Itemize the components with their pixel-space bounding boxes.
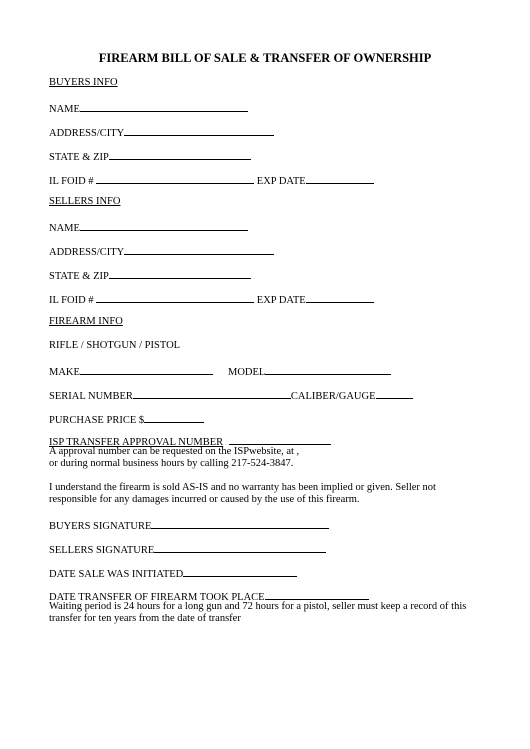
isp-line-2: or during normal business hours by calling 217-524-3847. (49, 458, 294, 469)
date-transfer-field[interactable] (265, 589, 369, 600)
make-label: MAKE (49, 367, 80, 378)
buyer-state-zip-field[interactable] (109, 149, 251, 160)
seller-state-zip-row (49, 268, 251, 283)
buyer-exp-label: EXP DATE (256, 176, 306, 187)
isp-instructions (49, 446, 474, 470)
seller-exp-field[interactable] (306, 292, 374, 303)
buyer-foid-label: IL FOID # (49, 176, 94, 187)
buyer-name-row (49, 101, 248, 116)
price-label: PURCHASE PRICE $ (49, 415, 145, 426)
model-field[interactable] (265, 364, 391, 375)
seller-foid-row (49, 292, 374, 307)
seller-address-label: ADDRESS/CITY (49, 247, 125, 258)
date-transfer-label: DATE TRANSFER OF FIREARM TOOK PLACE (49, 592, 265, 603)
seller-signature-label: SELLERS SIGNATURE (49, 545, 155, 556)
seller-state-zip-label: STATE & ZIP (49, 271, 109, 282)
isp-line-1: A approval number can be requested on the ISPwebsite, at , (49, 446, 300, 457)
waiting-line-2: transfer for ten years from the date of transfer (49, 613, 241, 624)
isp-approval-field[interactable] (229, 434, 331, 445)
caliber-field[interactable] (376, 388, 413, 399)
seller-foid-label: IL FOID # (49, 295, 94, 306)
model-label: MODEL (228, 367, 266, 378)
serial-field[interactable] (133, 388, 291, 399)
seller-address-field[interactable] (124, 244, 274, 255)
buyer-state-zip-row (49, 149, 251, 164)
serial-label: SERIAL NUMBER (49, 391, 133, 402)
date-initiated-field[interactable] (183, 566, 297, 577)
waiting-line-1: Waiting period is 24 hours for a long gun and 72 hours for a pistol, seller must keep a record of this (49, 601, 467, 612)
buyer-address-field[interactable] (124, 125, 274, 136)
caliber-label: CALIBER/GAUGE (290, 391, 376, 402)
disclaimer-line-2: responsible for any damages incurred or caused by the use of this firearm. (49, 494, 360, 505)
buyer-signature-row (49, 518, 329, 533)
buyer-signature-label: BUYERS SIGNATURE (49, 521, 152, 532)
seller-signature-field[interactable] (154, 542, 326, 553)
buyer-address-row (49, 125, 274, 140)
buyer-foid-row (49, 173, 374, 188)
disclaimer (49, 482, 474, 506)
buyer-state-zip-label: STATE & ZIP (49, 152, 109, 163)
seller-address-row (49, 244, 274, 259)
seller-name-row (49, 220, 248, 235)
seller-exp-label: EXP DATE (256, 295, 306, 306)
firearm-types: RIFLE / SHOTGUN / PISTOL (49, 340, 181, 351)
seller-name-label: NAME (49, 223, 80, 234)
buyer-address-label: ADDRESS/CITY (49, 128, 125, 139)
seller-foid-field[interactable] (96, 292, 254, 303)
date-initiated-row (49, 566, 297, 581)
form-title: FIREARM BILL OF SALE & TRANSFER OF OWNERSHIP (98, 51, 432, 65)
buyer-foid-field[interactable] (96, 173, 254, 184)
seller-signature-row (49, 542, 326, 557)
disclaimer-line-1: I understand the firearm is sold AS-IS and no warranty has been implied or given. Seller not (49, 482, 436, 493)
seller-name-field[interactable] (80, 220, 248, 231)
seller-state-zip-field[interactable] (109, 268, 251, 279)
price-field[interactable] (144, 412, 204, 423)
isp-heading: ISP TRANSFER APPROVAL NUMBER (49, 437, 224, 448)
buyers-heading: BUYERS INFO (49, 77, 118, 88)
model-row (228, 364, 391, 379)
buyer-exp-field[interactable] (306, 173, 374, 184)
date-initiated-label: DATE SALE WAS INITIATED (49, 569, 184, 580)
serial-row (49, 388, 413, 403)
waiting-period-note (49, 601, 474, 625)
buyer-signature-field[interactable] (151, 518, 329, 529)
make-field[interactable] (80, 364, 213, 375)
make-row (49, 364, 213, 379)
buyer-name-label: NAME (49, 104, 80, 115)
sellers-heading: SELLERS INFO (49, 196, 121, 207)
buyer-name-field[interactable] (80, 101, 248, 112)
price-row (49, 412, 204, 427)
firearm-heading: FIREARM INFO (49, 316, 123, 327)
